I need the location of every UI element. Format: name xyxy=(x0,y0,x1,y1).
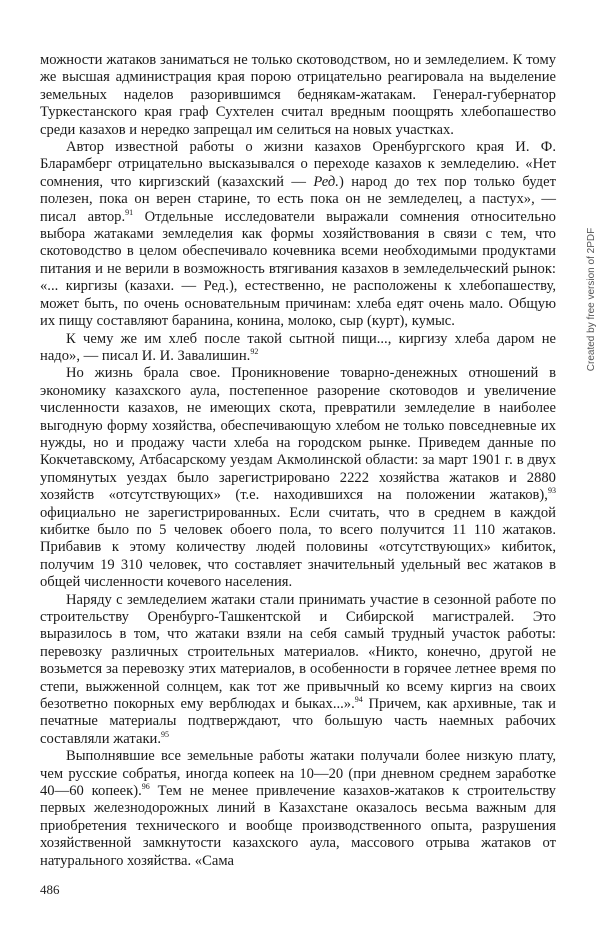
paragraph xyxy=(40,139,556,330)
page-number: 486 xyxy=(40,882,60,897)
text-run: Выполнявшие все земельные работы жатаки получали более низкую плату, чем русские собратья, иногда копеек на 10—20 (при дневном среднем заработке 40—60 копеек). xyxy=(40,748,556,800)
text-run: Автор известной работы о жизни казахов Оренбургского края И. Ф. Бларамберг отрицательно высказывался о переходе казахов к земледелию. «Нет сомнения, что киргизский (казахский — xyxy=(40,139,556,190)
text-run: Наряду с земледелием жатаки стали принимать участие в сезонной работе по строительству Оренбурго-Ташкентской и Сибирской магистралей. Это выразилось в том, что жатаки взяли на себя самый трудный участок работы: перевозку различных строительных материалов. «Никто, конечно, другой не возьмется за перевозку этих материалов, в особенности в горячее летнее время по степи, выжженной солнцем, как тот же привычный ко всему киргиз на своих безответно покорных ему верблюдах и быках...». xyxy=(40,591,556,713)
footnote-ref: 96 xyxy=(141,782,150,792)
footnote-ref: 95 xyxy=(161,729,170,739)
text-run: Но жизнь брала свое. Проникновение товарно-денежных отношений в экономику казахского аула, постепенное разорение скотоводов и увеличение численности казахов, не имеющих скота, превратили земледелие в наиболее выгодную форму хозяйства, обеспечивающую хлебом не только повседневные их нужды, но и продажу части хлеба на городском рынке. Приведем данные по Кокчетавскому, Атбасарскому уездам Акмолинской области: за март 1901 г. в двух упомянутых уездах было зарегистрировано 2222 хозяйства жатаков и 2880 хозяйств «отсутствующих» (т.е. находившихся на положении жатаков), xyxy=(40,365,556,504)
text-run: К чему же им хлеб после такой сытной пищи..., киргизу хлеба даром не надо», — писал И. И. Завалишин. xyxy=(40,330,556,364)
text-run: ) народ до тех пор только будет полезен, пока он верен старине, то есть пока он не земледелец, а пастух», — писал автор. xyxy=(40,173,556,225)
body-text xyxy=(40,52,556,870)
footnote-ref: 94 xyxy=(354,695,363,705)
paragraph xyxy=(40,52,556,139)
footnote-ref: 91 xyxy=(125,207,134,217)
paragraph xyxy=(40,748,556,870)
watermark-text: Created by free version of 2PDF xyxy=(586,227,598,371)
text-run: можности жатаков заниматься не только скотоводством, но и земледелием. К тому же высшая администрация края порою отрицательно реагировала на выделение земельных наделов разорившимся беднякам-жатакам. Генерал-губернатор Туркестанского края граф Сухтелен считал вредным поощрять хлебопашество среди казахов и нередко запрещал им селиться на новых участках. xyxy=(40,52,556,138)
paragraph xyxy=(40,331,556,366)
text-run: официально не зарегистрированных. Если считать, что в среднем в каждой кибитке было по 5 человек обоего пола, то всего получится 11 110 жатаков. Прибавив к этому количеству людей половины «отсутствующих» кибиток, получим 19 310 человек, что составляет значительный удельный вес жатаков в общей численности кочевого населения. xyxy=(40,504,556,591)
footnote-ref: 93 xyxy=(547,486,556,496)
paragraph xyxy=(40,592,556,749)
text-run: Отдельные исследователи выражали сомнения относительно выбора жатаками земледелия как формы хозяйствования в связи с тем, что скотоводство в целом обеспечивало кочевника всеми необходимыми продуктами питания и не верили в возможность втягивания казахов в земледельческий рынок: «... киргизы (казахи. — Ред.), естественно, не расположены к хлебопашеству, может быть, по очень основательным причинам: хлеба едят очень мало. Общую их пищу составляют баранина, конина, молоко, сыр (курт), кумыс. xyxy=(40,208,556,330)
text-run: Причем, как архивные, так и печатные материалы подтверждают, что большую часть наемных рабочих составляли жатаки. xyxy=(40,696,556,747)
italic-text: Ред. xyxy=(313,173,339,190)
paragraph xyxy=(40,365,556,591)
watermark xyxy=(586,214,598,384)
footnote-ref: 92 xyxy=(250,347,259,357)
text-run: Тем не менее привлечение казахов-жатаков к строительству первых железнодорожных линий в Казахстане оказалось весьма важным для приобретения технического и вообще производственного опыта, разрушения хозяйственной замкнутости казахского аула, массового отрыва жатаков от натурального хозяйства. «Сама xyxy=(40,783,556,869)
